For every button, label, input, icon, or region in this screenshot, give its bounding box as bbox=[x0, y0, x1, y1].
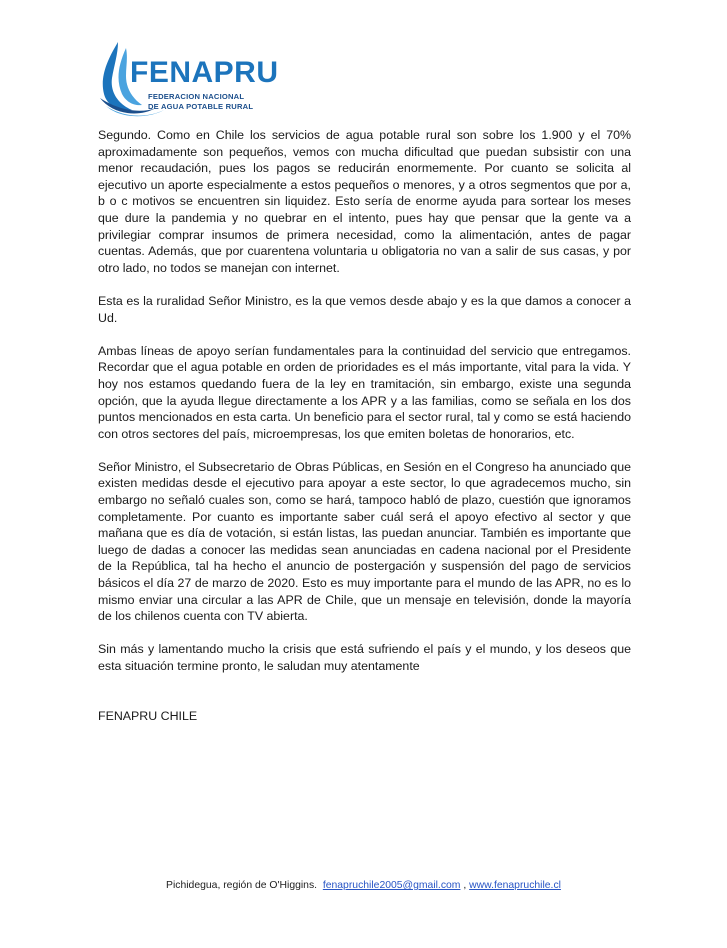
paragraph-2: Esta es la ruralidad Señor Ministro, es la que vemos desde abajo y es la que damos a conocer a Ud. bbox=[98, 293, 631, 325]
paragraph-4: Señor Ministro, el Subsecretario de Obras Públicas, en Sesión en el Congreso ha anunciado que existen medidas desde el ejecutivo para apoyar a este sector, lo que agradecemos mucho, sin embargo no señaló cuales son, como se hará, tampoco habló de plazo, cuestión que ignoramos completamente. Por cuanto es importante saber cuál será el apoyo efectivo al sector y que mañana que es día de votación, si están listas, las puedan anunciar. También es importante que luego de dadas a conocer las medidas sean anunciadas en cadena nacional por el Presidente de la República, tal ha hecho el anuncio de postergación y suspensión del pago de servicios básicos el día 27 de marzo de 2020. Esto es muy importante para el mundo de las APR, no es lo mismo enviar una circular a las APR de Chile, que un mensaje en televisión, donde la mayoría de los chilenos cuenta con TV abierta. bbox=[98, 459, 631, 624]
signature: FENAPRU CHILE bbox=[98, 708, 198, 723]
logo-subtitle-line1: FEDERACION NACIONAL bbox=[148, 92, 245, 101]
paragraph-1: Segundo. Como en Chile los servicios de agua potable rural son sobre los 1.900 y el 70% aproximadamente son pequeños, vemos con mucha dificultad que puedan subsistir con una menor recaudación, pues los pagos se reducirán enormemente. Por cuanto se solicita al ejecutivo un aporte especialmente a estos pequeños o menores, y a otros segmentos que por a, b o c motivos se encuentren sin liquidez. Esto sería de enorme ayuda para sortear los meses que dure la pandemia y no quebrar en el intento, pues hay que pensar que la gente va a privilegiar comprar insumos de primera necesidad, como la alimentación, antes de pagar cuentas. Además, que por cuarentena voluntaria u obligatoria no van a salir de sus casas, y por otro lado, no todos se manejan con internet. bbox=[98, 128, 631, 275]
logo-wordmark: FENAPRU bbox=[130, 56, 279, 89]
footer-website-link[interactable]: www.fenapruchile.cl bbox=[469, 880, 561, 891]
paragraph-5: Sin más y lamentando mucho la crisis que está sufriendo el país y el mundo, y los deseos que esta situación termine pronto, le saludan muy atentamente bbox=[98, 642, 631, 673]
letter-body bbox=[98, 127, 631, 741]
footer-separator: , bbox=[463, 880, 467, 891]
footer-email-link[interactable]: fenapruchile2005@gmail.com bbox=[322, 880, 461, 891]
paragraph-3: Ambas líneas de apoyo serían fundamentales para la continuidad del servicio que entregamos. Recordar que el agua potable en orden de prioridades es el más importante, vital para la vida. Y hoy nos estamos quedando fuera de la ley en tramitación, sin embargo, existe una segunda opción, que la ayuda llegue directamente a los APR y a las familias, como se señala en los dos puntos mencionados en esta carta. Un beneficio para el sector rural, tal y como se está haciendo con otros sectores del país, microempresas, los que emiten boletas de honorarios, etc. bbox=[98, 343, 631, 441]
page-footer bbox=[0, 880, 727, 891]
logo-subtitle-line2: DE AGUA POTABLE RURAL bbox=[148, 102, 254, 111]
fenapru-logo bbox=[98, 38, 279, 118]
footer-location: Pichidegua, región de O'Higgins. bbox=[166, 880, 318, 891]
